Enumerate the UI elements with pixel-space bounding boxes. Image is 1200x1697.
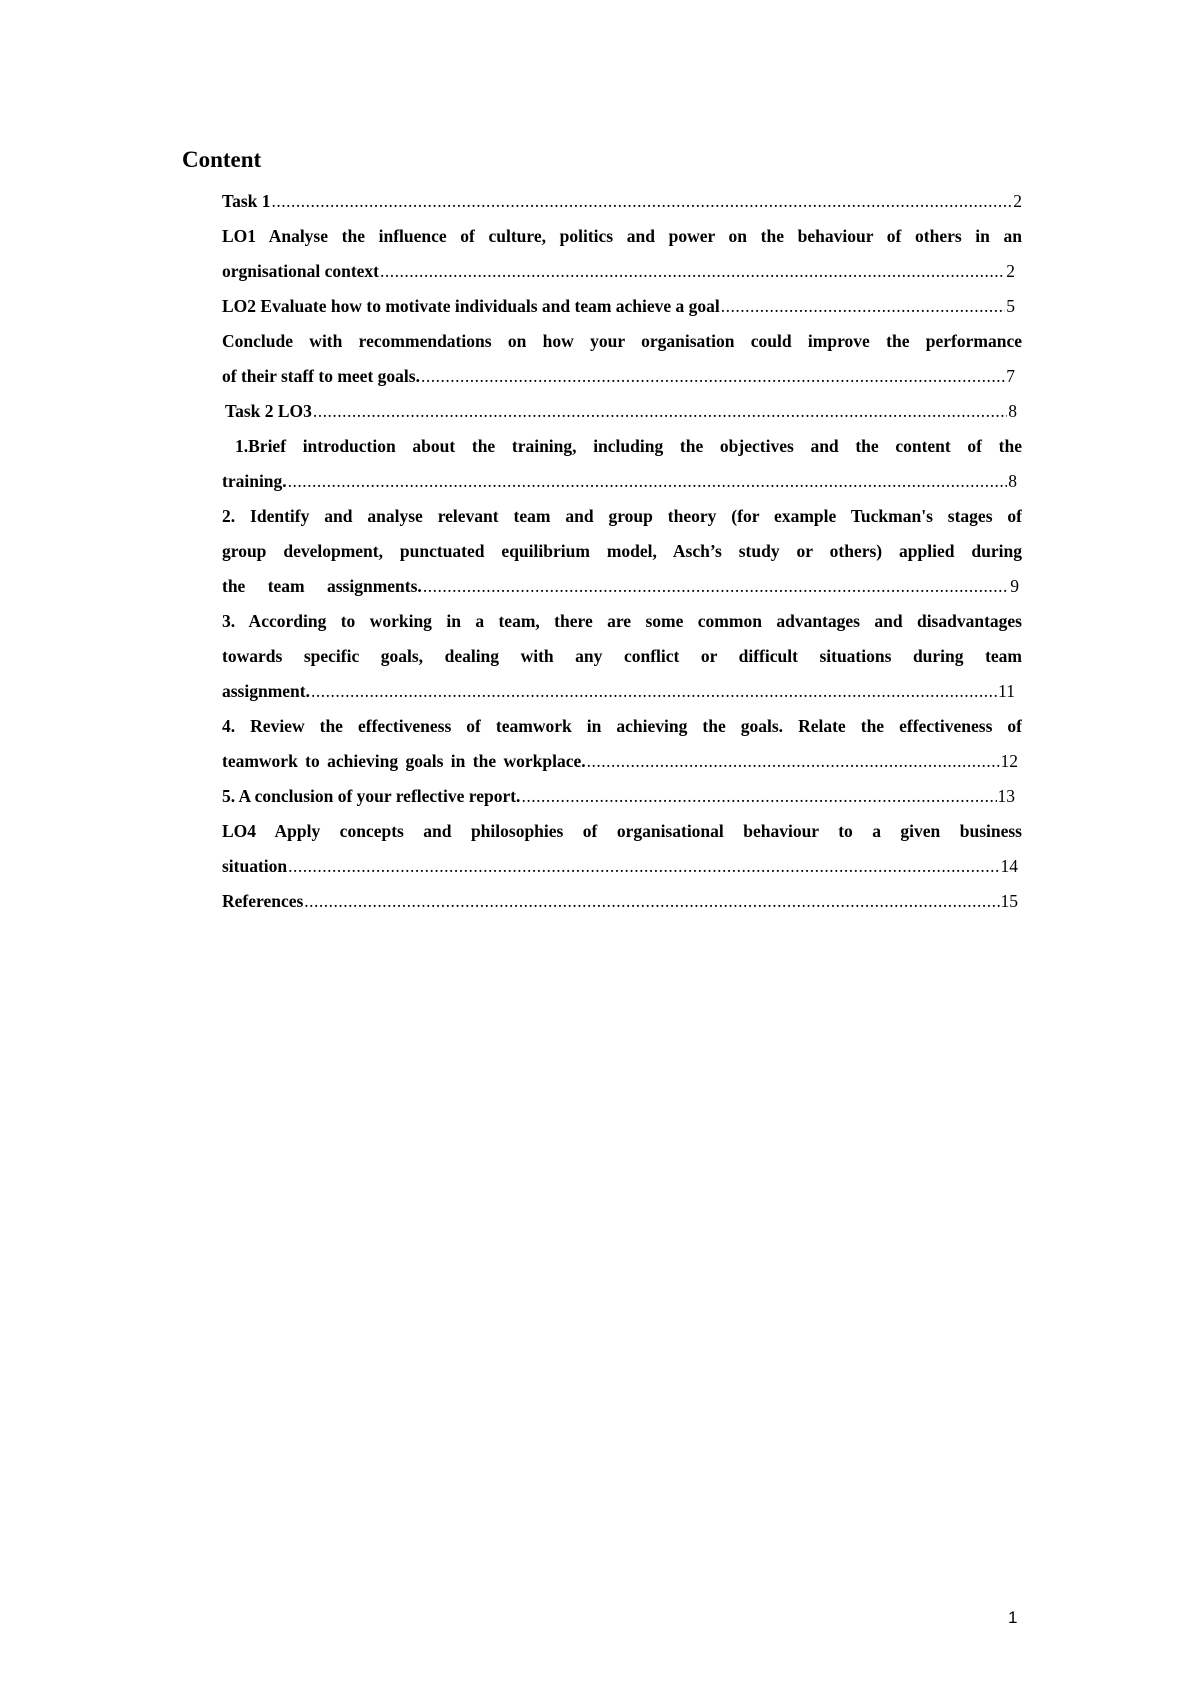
toc-page-number: 11 [998, 681, 1015, 701]
dot-leader [423, 569, 1009, 604]
toc-entry-task-2-lo3[interactable] [222, 394, 1022, 429]
toc-entry-lo2[interactable] [222, 289, 1022, 324]
toc-entry-brief-introduction[interactable] [222, 429, 1022, 499]
toc-entry-references[interactable] [222, 884, 1022, 919]
dot-leader [313, 394, 1007, 429]
toc-entry-title: 5. A conclusion of your reflective report. [222, 786, 521, 806]
toc-entry-conclusion[interactable] [222, 779, 1022, 814]
toc-entry-title: Task 1 [222, 191, 271, 211]
toc-page-number: 13 [997, 786, 1015, 806]
toc-entry-title: 1.Brief introduction about the training, including the objectives and the content of the [235, 436, 1022, 456]
toc-entry-lo1[interactable] [222, 219, 1022, 289]
toc-entry-title-continued: the team assignments. [222, 576, 422, 596]
toc-entry-title: Task 2 LO3 [225, 401, 312, 421]
dot-leader [421, 359, 1005, 394]
dot-leader [587, 744, 1000, 779]
toc-entry-title-continued: group development, punctuated equilibrium model, Asch’s study or others) applied during [222, 541, 1022, 561]
dot-leader [288, 849, 999, 884]
toc-page-number: 2 [1013, 191, 1022, 211]
toc-entry-title: References [222, 891, 304, 911]
toc-entry-title-continued: situation [222, 856, 288, 876]
toc-page-number: 14 [1000, 856, 1018, 876]
toc-page-number: 5 [1006, 296, 1015, 316]
toc-page-number: 9 [1010, 576, 1019, 596]
toc-entry-title: 4. Review the effectiveness of teamwork in achieving the goals. Relate the effectiveness of [222, 716, 1022, 736]
toc-page-number: 15 [1000, 891, 1018, 911]
toc-page-number: 8 [1008, 471, 1017, 491]
toc-entry-lo4[interactable] [222, 814, 1022, 884]
toc-page-number: 7 [1006, 366, 1015, 386]
toc-heading: Content [182, 147, 262, 172]
footer-page-number: 1 [1008, 1608, 1018, 1627]
toc-page-number: 12 [1000, 751, 1018, 771]
dot-leader [521, 779, 996, 814]
toc-page-number: 8 [1008, 401, 1017, 421]
toc-entry-title-continued: orgnisational context [222, 261, 380, 281]
toc-entry-conclude-recommendations[interactable] [222, 324, 1022, 394]
toc-entry-title-continued: towards specific goals, dealing with any conflict or difficult situations during team [222, 646, 1022, 666]
toc-entry-title: 3. According to working in a team, there are some common advantages and disadvantages [222, 611, 1022, 631]
toc-entry-advantages-disadvantages[interactable] [222, 604, 1022, 709]
toc-entry-title: 2. Identify and analyse relevant team and group theory (for example Tuckman's stages of [222, 506, 1022, 526]
toc-entry-title-continued: training. [222, 471, 287, 491]
toc-entry-title-continued: of their staff to meet goals. [222, 366, 420, 386]
dot-leader [311, 674, 997, 709]
toc-entry-task-1[interactable] [222, 184, 1022, 219]
dot-leader [304, 884, 999, 919]
toc-page-number: 2 [1006, 261, 1015, 281]
toc-entry-title-continued: teamwork to achieving goals in the workplace. [222, 751, 586, 771]
toc-entry-title: LO1 Analyse the influence of culture, politics and power on the behaviour of others in an [222, 226, 1022, 246]
toc-entry-title: LO4 Apply concepts and philosophies of organisational behaviour to a given business [222, 821, 1022, 841]
dot-leader [380, 254, 1005, 289]
table-of-contents [222, 184, 1022, 919]
dot-leader [288, 464, 1008, 499]
toc-entry-title-continued: assignment. [222, 681, 310, 701]
toc-entry-team-group-theory[interactable] [222, 499, 1022, 604]
toc-entry-title: Conclude with recommendations on how your organisation could improve the performance [222, 331, 1022, 351]
toc-entry-title: LO2 Evaluate how to motivate individuals and team achieve a goal [222, 296, 720, 316]
dot-leader [721, 289, 1005, 324]
dot-leader [271, 184, 1012, 219]
toc-entry-teamwork-effectiveness[interactable] [222, 709, 1022, 779]
